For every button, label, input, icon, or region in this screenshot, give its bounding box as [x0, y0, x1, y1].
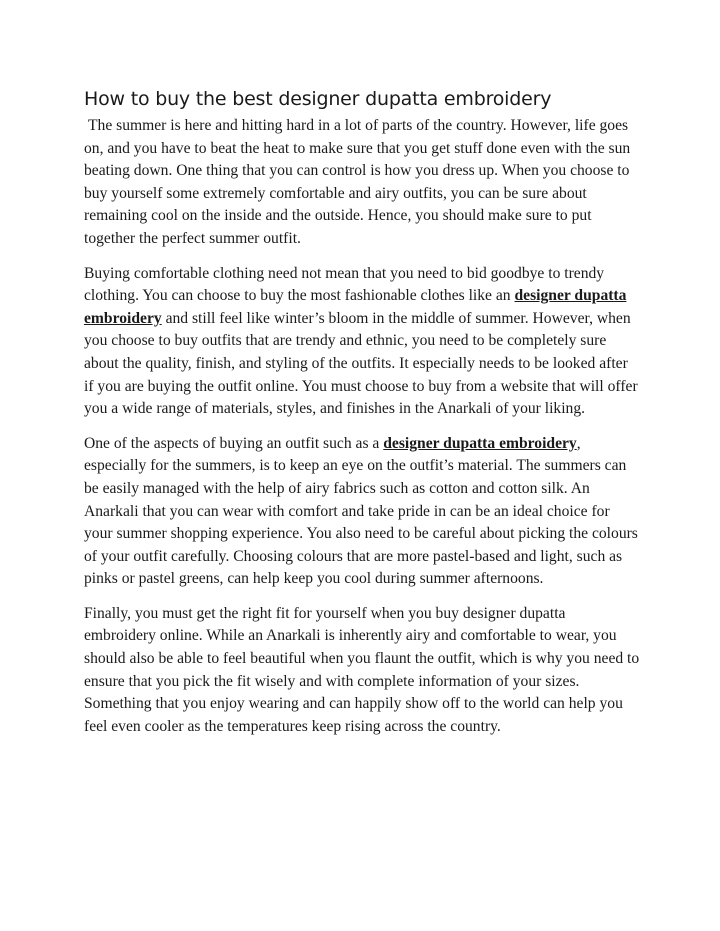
- paragraph-1: The summer is here and hitting hard in a lot of parts of the country. However, life goes on, and you have to beat the heat to make sure that you get stuff done even with the sun beating down. One thing that you can control is how you dress up. When you choose to buy yourself some extremely comfortable and airy outfits, you can be sure about remaining cool on the inside and the outside. Hence, you should make sure to put together the perfect summer outfit.: [84, 117, 631, 247]
- paragraph-2-text-start: Buying comfortable clothing need not mean that you need to bid goodbye to trendy clothing. You can choose to buy the most fashionable clothes like an: [84, 264, 605, 305]
- page-title: How to buy the best designer dupatta embroidery: [84, 88, 552, 110]
- document-page: [84, 86, 640, 750]
- paragraph-4: Finally, you must get the right fit for yourself when you buy designer dupatta embroidery online. While an Anarkali is inherently airy and comfortable to wear, you should also be able to feel beautiful when you flaunt the outfit, which is why you need to ensure that you pick the fit wisely and with complete information of your sizes. Something that you enjoy wearing and can happily show off to the world can help you feel even cooler as the temperatures keep rising across the country.: [84, 604, 640, 735]
- paragraph-2-text-end: and still feel like winter’s bloom in the middle of summer. However, when you choose to buy outfits that are trendy and ethnic, you need to be completely sure about the quality, finish, and styling of the outfits. It especially needs to be looked after if you are buying the outfit online. You must choose to buy from a website that will offer you a wide range of materials, styles, and finishes in the Anarkali of your liking.: [84, 309, 638, 418]
- designer-dupatta-embroidery-link[interactable]: designer dupatta embroidery: [383, 434, 577, 452]
- designer-dupatta-embroidery-link[interactable]: designer dupatta embroidery: [84, 287, 627, 327]
- paragraph-2: [84, 263, 640, 421]
- paragraph-3-text-end: , especially for the summers, is to keep an eye on the outfit’s material. The summers can be easily managed with the help of airy fabrics such as cotton and cotton silk. An Anarkali that you can wear with comfort and take pride in can be an ideal choice for your summer shopping experience. You also need to be careful about picking the colours of your outfit carefully. Choosing colours that are more pastel-based and light, such as pinks or pastel greens, can help keep you cool during summer afternoons.: [84, 434, 638, 588]
- paragraph-3-text-start: One of the aspects of buying an outfit such as a: [84, 434, 384, 452]
- paragraph-3: [84, 433, 640, 591]
